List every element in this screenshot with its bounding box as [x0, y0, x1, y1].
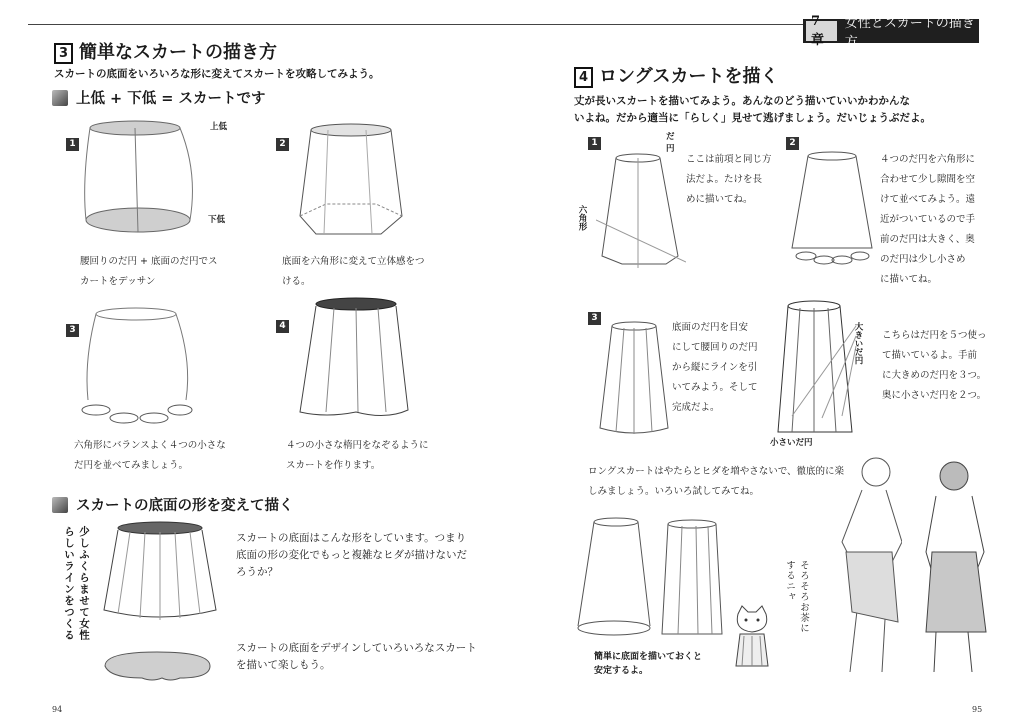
- long-skirt-sketch-6: [570, 514, 660, 642]
- label-chiisai: 小さいだ円: [770, 438, 813, 448]
- shape-text-2: スカートの底面をデザインしていろいろなスカート を描いて楽しもう。: [236, 642, 477, 671]
- figure-sketch-1: [822, 452, 902, 682]
- right-intro: 丈が長いスカートを描いてみよう。あんなのどう描いていいかわかんな いよね。だから適当に「らしく」見せて逃げましょう。だいじょうぶだよ。: [574, 95, 931, 124]
- subheading-2: [52, 494, 294, 515]
- r-step-badge-3: 3: [588, 312, 601, 325]
- long-skirt-sketch-7: [656, 516, 728, 642]
- r-step-2-text: ４つのだ円を六角形に 合わせて少し隙間を空 けて並べてみよう。遠 近がついているので手 前のだ円は大きく、奥 のだ円は少し小さめ に描いてね。: [880, 154, 976, 285]
- r-step-1-text: ここは前項と同じ方 法だよ。たけを長 めに描いてね。: [686, 154, 772, 205]
- cube-icon: [52, 497, 68, 513]
- subheading-1-text: 上低 + 下低 = スカートです: [76, 91, 266, 107]
- long-skirt-sketch-2: [788, 148, 878, 270]
- label-top-ellipse: 上低: [210, 122, 228, 132]
- left-section-title: 簡単なスカートの描き方: [79, 42, 277, 63]
- left-intro: スカートの底面をいろいろな形に変えてスカートを攻略してみよう。: [54, 68, 380, 80]
- r-step-3-text: 底面のだ円を目安 にして腰回りのだ円 から縦にラインを引 いてみよう。そして 完成だよ。: [672, 322, 758, 413]
- right-page-number: 95: [972, 705, 983, 714]
- label-ookii: 大きいだ円: [853, 322, 863, 365]
- cube-icon: [52, 90, 68, 106]
- chapter-number: 7章: [806, 21, 837, 41]
- r-step-badge-1: 1: [588, 137, 601, 150]
- skirt-sketch-1: [80, 112, 230, 250]
- shape-text-1: スカートの底面はこんな形をしています。つまり 底面の形の変化でもっと複雑なヒダが描けないだ ろうか？: [236, 532, 467, 578]
- cat-mascot: [730, 604, 774, 676]
- label-rokkaku: 六角形: [577, 205, 587, 231]
- step-3-caption: 六角形にバランスよく４つの小さな だ円を並べてみましょう。: [74, 440, 226, 471]
- r-step-badge-2: 2: [786, 137, 799, 150]
- vertical-note: 少しふくらませて女性らしいラインをつくる: [63, 526, 90, 641]
- skirt-sketch-4: [296, 292, 416, 427]
- left-section-heading: [54, 38, 277, 64]
- step-badge-2: 2: [276, 138, 289, 151]
- skirt-sketch-3: [74, 300, 204, 430]
- step-1-caption: 腰回りのだ円 + 底面のだ円でス カートをデッサン: [80, 256, 218, 287]
- note-5-ellipses: こちらはだ円を５つ使っ て描いているよ。手前 に大きめのだ円を３つ。 奥に小さいだ円を２つ。: [882, 330, 987, 401]
- chapter-title: 女性とスカートの描き方: [844, 16, 975, 50]
- step-4-caption: ４つの小さな楕円をなぞるように スカートを作ります。: [286, 440, 429, 471]
- step-badge-1: 1: [66, 138, 79, 151]
- long-skirt-sketch-5: [772, 296, 860, 446]
- cat-speech: そろそろお茶にするニャ: [784, 560, 809, 634]
- section-number-3: 3: [54, 43, 73, 64]
- header-rule: [28, 24, 803, 25]
- right-section-title: ロングスカートを描く: [599, 66, 779, 87]
- chapter-tab: [803, 14, 979, 50]
- long-skirt-sketch-1: [596, 150, 686, 270]
- right-section-heading: [574, 62, 778, 88]
- label-daen: だ円: [666, 132, 675, 154]
- figure-sketch-2: [906, 452, 1002, 682]
- long-skirt-sketch-3: [596, 318, 672, 438]
- left-page-number: 94: [52, 705, 63, 714]
- label-bottom-ellipse: 下低: [208, 215, 226, 225]
- section-number-4: 4: [574, 67, 593, 88]
- bottom-note: 簡単に底面を描いておくと 安定するよ。: [594, 652, 703, 676]
- skirt-sketch-pleated: [100, 520, 220, 625]
- step-2-caption: 底面を六角形に変えて立体感をつ ける。: [282, 256, 425, 287]
- subheading-2-text: スカートの底面の形を変えて描く: [76, 498, 294, 514]
- step-badge-3: 3: [66, 324, 79, 337]
- skirt-sketch-2: [296, 116, 416, 251]
- subheading-1: [52, 87, 266, 108]
- skirt-bottom-shape: [100, 648, 215, 684]
- long-skirt-note: ロングスカートはやたらとヒダを増やさないで、徹底的に楽 しみましょう。いろいろ試してみてね。: [588, 466, 845, 497]
- step-badge-4: 4: [276, 320, 289, 333]
